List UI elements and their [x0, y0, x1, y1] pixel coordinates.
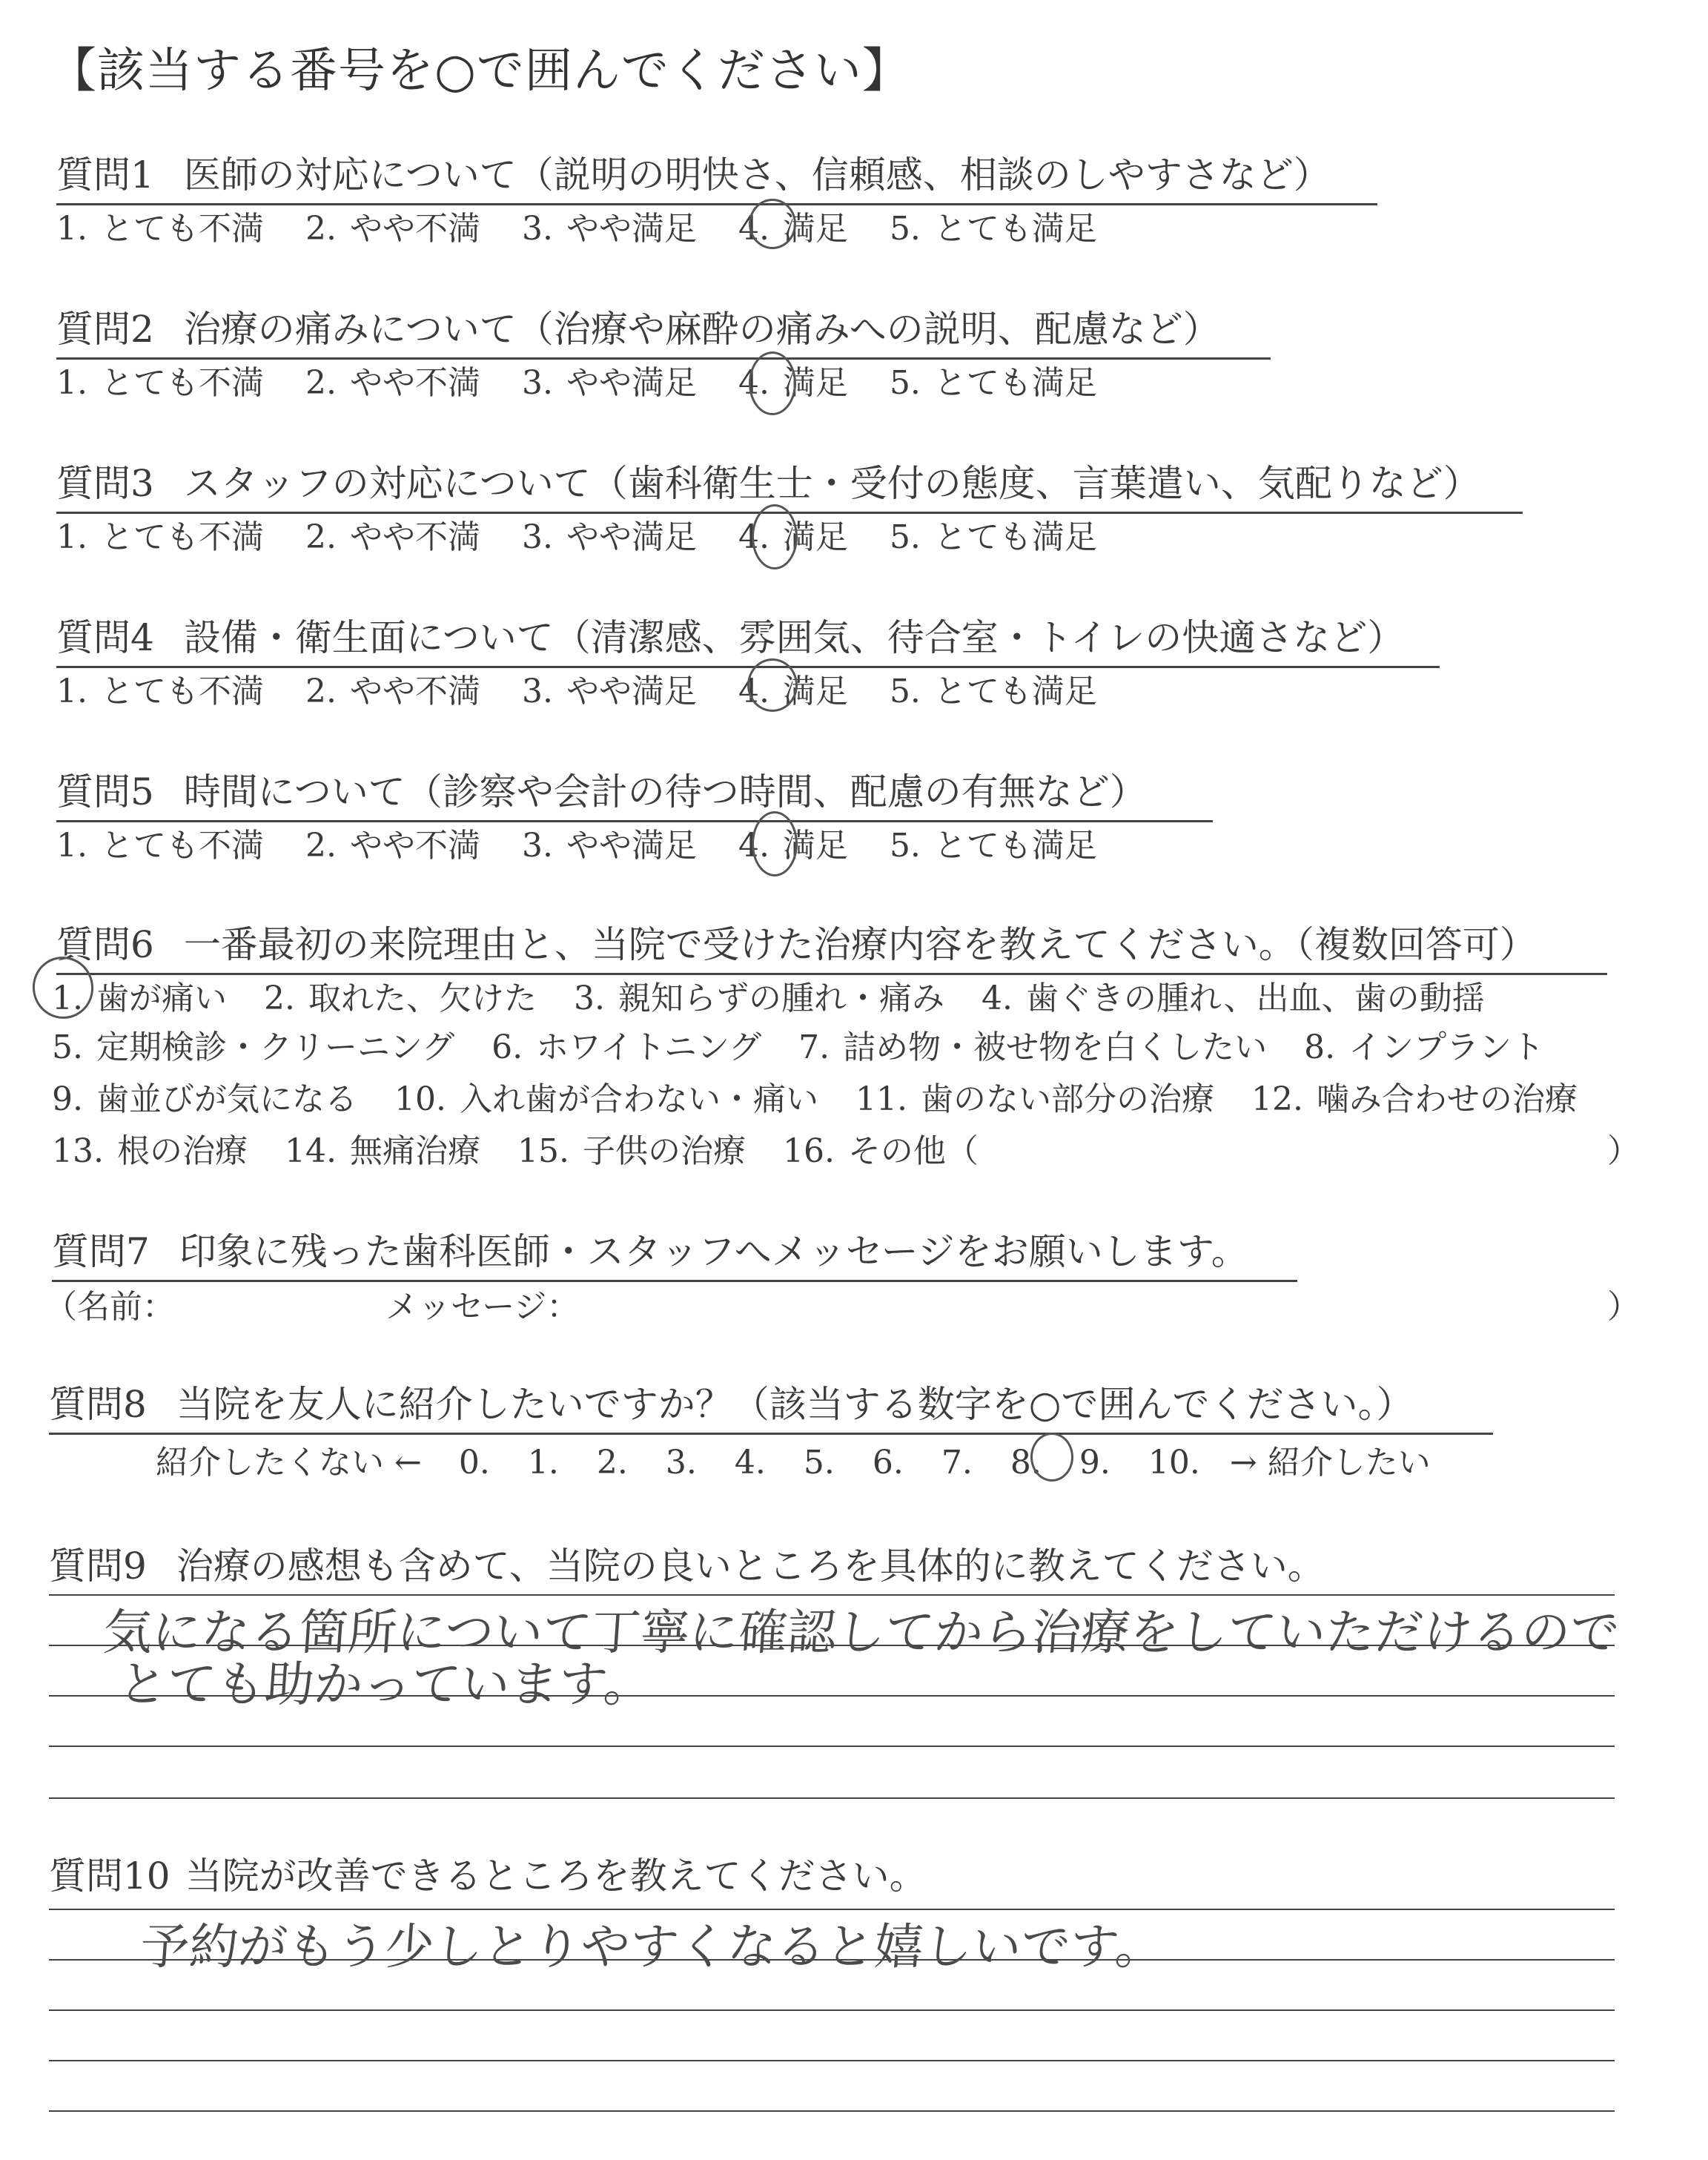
question-7-label: 質問7 [52, 1230, 150, 1273]
q1-option-1-label[interactable]: とても不満 [100, 210, 264, 248]
q6-options-row-4 [52, 1124, 979, 1172]
q5-option-2-label[interactable]: やや不満 [349, 827, 480, 865]
q6-option-11-label[interactable]: 歯のない部分の治療 [920, 1080, 1214, 1118]
q4-option-3-number[interactable]: 3. [521, 673, 553, 710]
question-6-title [56, 915, 1607, 975]
q8-selection-circle [1030, 1433, 1073, 1482]
q10-answer-line-4 [49, 2060, 1615, 2061]
q10-answer-line-5 [49, 2110, 1615, 2112]
q8-scale-6[interactable]: 6. [872, 1444, 904, 1482]
question-4-text: 設備・衛生面について（清潔感、雰囲気、待合室・トイレの快適さなど） [183, 616, 1405, 659]
q2-option-3-number[interactable]: 3. [521, 364, 553, 402]
q3-option-5-label[interactable]: とても満足 [933, 518, 1097, 556]
q6-option-5-number[interactable]: 5. [52, 1028, 83, 1066]
q4-selection-circle [747, 658, 798, 712]
question-4-options [56, 664, 1097, 712]
question-5-title [56, 762, 1213, 822]
q6-option-14-number[interactable]: 14. [284, 1132, 337, 1170]
q4-option-1-number[interactable]: 1. [56, 673, 87, 710]
q6-options-row-2 [52, 1020, 1544, 1068]
q8-scale-4[interactable]: 4. [734, 1444, 766, 1482]
q5-option-4-number[interactable]: 4. [738, 827, 769, 865]
question-1-label: 質問1 [56, 153, 154, 196]
question-7-text: 印象に残った歯科医師・スタッフへメッセージをお願いします。 [179, 1230, 1248, 1273]
question-3-label: 質問3 [56, 462, 154, 505]
question-9-title [49, 1536, 1325, 1594]
q3-option-3-number[interactable]: 3. [521, 518, 553, 556]
q8-scale-0[interactable]: 0. [458, 1444, 490, 1482]
q8-scale-2[interactable]: 2. [596, 1444, 628, 1482]
question-9-label: 質問9 [49, 1545, 147, 1588]
q1-option-3-label[interactable]: やや満足 [566, 210, 697, 248]
q4-option-4-number[interactable]: 4. [738, 673, 769, 710]
q10-answer-line-3 [49, 2009, 1615, 2011]
q1-option-4-number[interactable]: 4. [738, 210, 769, 248]
q6-option-4-number[interactable]: 4. [981, 980, 1013, 1017]
q2-option-5-label[interactable]: とても満足 [933, 364, 1097, 402]
q7-close-paren: ） [1607, 1288, 1640, 1326]
q6-option-10-number[interactable]: 10. [394, 1080, 446, 1118]
question-1-options [56, 202, 1097, 249]
q2-selection-circle [749, 351, 796, 415]
q8-scale-10[interactable]: 10. [1148, 1444, 1200, 1482]
q6-option-6-number[interactable]: 6. [491, 1028, 523, 1066]
question-6-label: 質問6 [56, 923, 154, 966]
q6-other-close-paren: ） [1607, 1132, 1640, 1170]
q4-option-5-number[interactable]: 5. [889, 673, 921, 710]
q3-option-4-number[interactable]: 4. [738, 518, 769, 556]
question-6-text: 一番最初の来院理由と、当院で受けた治療内容を教えてください。（複数回答可） [183, 923, 1537, 966]
q6-options-row-3 [52, 1072, 1578, 1120]
q2-option-4-number[interactable]: 4. [738, 364, 769, 402]
q6-option-8-label[interactable]: インプラント [1348, 1028, 1545, 1066]
question-7-title [52, 1222, 1297, 1282]
q1-option-2-number[interactable]: 2. [305, 210, 337, 248]
q8-scale [156, 1436, 1431, 1483]
q6-option-12-number[interactable]: 12. [1251, 1080, 1303, 1118]
question-2-options [56, 356, 1097, 403]
q2-option-5-number[interactable]: 5. [889, 364, 921, 402]
q6-option-7-number[interactable]: 7. [798, 1028, 830, 1066]
q5-option-5-label[interactable]: とても満足 [933, 827, 1097, 865]
q9-answer-line-5 [49, 1797, 1615, 1799]
q8-scale-8[interactable]: 8. [1010, 1444, 1042, 1482]
q4-option-1-label[interactable]: とても不満 [100, 673, 264, 710]
q2-option-2-label[interactable]: やや不満 [349, 364, 480, 402]
q6-option-11-number[interactable]: 11. [855, 1080, 907, 1118]
q8-scale-right-label: → 紹介したい [1229, 1444, 1431, 1482]
question-10-text: 当院が改善できるところを教えてください。 [185, 1855, 927, 1898]
q3-option-2-label[interactable]: やや不満 [349, 518, 480, 556]
question-3-text: スタッフの対応について（歯科衛生士・受付の態度、言葉遣い、気配りなど） [183, 462, 1480, 505]
question-5-label: 質問5 [56, 770, 154, 813]
q3-option-1-label[interactable]: とても不満 [100, 518, 264, 556]
page-header: 【該当する番号を○で囲んでください】 [49, 44, 910, 99]
question-4-label: 質問4 [56, 616, 154, 659]
q3-option-1-number[interactable]: 1. [56, 518, 87, 556]
q5-option-3-label[interactable]: やや満足 [566, 827, 697, 865]
q2-option-2-number[interactable]: 2. [305, 364, 337, 402]
q1-option-5-label[interactable]: とても満足 [933, 210, 1097, 248]
q6-option-9-label[interactable]: 歯並びが気になる [96, 1080, 357, 1118]
question-10-title [49, 1846, 927, 1904]
q1-option-4-label[interactable]: 満足 [782, 210, 848, 248]
question-9-text: 治療の感想も含めて、当院の良いところを具体的に教えてください。 [176, 1545, 1325, 1588]
q6-option-15-number[interactable]: 15. [517, 1132, 569, 1170]
q6-option-2-number[interactable]: 2. [263, 980, 295, 1017]
q4-option-3-label[interactable]: やや満足 [566, 673, 697, 710]
q6-option-12-label[interactable]: 噛み合わせの治療 [1316, 1080, 1578, 1118]
q3-option-5-number[interactable]: 5. [889, 518, 921, 556]
q5-option-5-number[interactable]: 5. [889, 827, 921, 865]
q9-handwritten-answer-line-1: 気になる箇所について丁寧に確認してから治療をしていただけるので [101, 1604, 1621, 1661]
q4-option-4-label[interactable]: 満足 [782, 673, 848, 710]
question-3-title [56, 454, 1523, 514]
question-3-options [56, 510, 1097, 558]
q8-scale-7[interactable]: 7. [941, 1444, 973, 1482]
question-2-title [56, 300, 1271, 360]
q6-option-15-label[interactable]: 子供の治療 [582, 1132, 746, 1170]
q6-option-1-number[interactable]: 1. [52, 980, 83, 1017]
q8-scale-1[interactable]: 1. [527, 1444, 559, 1482]
q6-option-13-number[interactable]: 13. [52, 1132, 104, 1170]
question-8-text: 当院を友人に紹介したいですか？（該当する数字を○で囲んでください。） [176, 1383, 1414, 1426]
q5-option-4-label[interactable]: 満足 [782, 827, 848, 865]
q8-scale-left-label: 紹介したくない ← [156, 1444, 422, 1482]
question-2-label: 質問2 [56, 308, 154, 351]
q6-option-16-number[interactable]: 16. [782, 1132, 835, 1170]
q4-option-5-label[interactable]: とても満足 [933, 673, 1097, 710]
question-5-options [56, 819, 1097, 866]
q6-option-6-label[interactable]: ホワイトニング [536, 1028, 762, 1066]
question-8-label: 質問8 [49, 1383, 147, 1426]
q1-option-2-label[interactable]: やや不満 [349, 210, 480, 248]
q6-option-7-label[interactable]: 詰め物・被せ物を白くしたい [843, 1028, 1268, 1066]
q5-option-3-number[interactable]: 3. [521, 827, 553, 865]
q5-option-1-number[interactable]: 1. [56, 827, 87, 865]
q6-option-3-label[interactable]: 親知らずの腫れ・痛み [618, 980, 944, 1017]
q1-option-1-number[interactable]: 1. [56, 210, 87, 248]
q5-option-2-number[interactable]: 2. [305, 827, 337, 865]
q6-option-4-label[interactable]: 歯ぐきの腫れ、出血、歯の動揺 [1025, 980, 1485, 1017]
question-1-title [56, 145, 1377, 205]
q1-selection-circle [749, 199, 796, 249]
q6-option-5-label[interactable]: 定期検診・クリーニング [96, 1028, 455, 1066]
q6-option-14-label[interactable]: 無痛治療 [349, 1132, 480, 1170]
q4-option-2-number[interactable]: 2. [305, 673, 337, 710]
q3-option-4-label[interactable]: 満足 [782, 518, 848, 556]
q8-scale-3[interactable]: 3. [665, 1444, 697, 1482]
q2-option-3-label[interactable]: やや満足 [566, 364, 697, 402]
q1-option-5-number[interactable]: 5. [889, 210, 921, 248]
question-1-text: 医師の対応について（説明の明快さ、信頼感、相談のしやすさなど） [183, 153, 1331, 196]
q3-option-3-label[interactable]: やや満足 [566, 518, 697, 556]
q8-scale-9[interactable]: 9. [1079, 1444, 1110, 1482]
q3-selection-circle [752, 504, 798, 569]
q6-option-10-label[interactable]: 入れ歯が合わない・痛い [459, 1080, 818, 1118]
q6-option-1-label[interactable]: 歯が痛い [96, 980, 227, 1017]
q6-option-3-number[interactable]: 3. [573, 980, 605, 1017]
q2-option-4-label[interactable]: 満足 [782, 364, 848, 402]
q2-option-1-number[interactable]: 1. [56, 364, 87, 402]
q7-message-label: メッセージ： [385, 1288, 580, 1326]
q10-handwritten-answer-line-1: 予約がもう少しとりやすくなると嬉しいです。 [138, 1918, 1167, 1975]
q6-option-2-label[interactable]: 取れた、欠けた [308, 980, 537, 1017]
q3-option-2-number[interactable]: 2. [305, 518, 337, 556]
q7-name-label: （名前： [44, 1288, 175, 1326]
q6-option-9-number[interactable]: 9. [52, 1080, 83, 1118]
question-8-title [49, 1375, 1493, 1435]
question-5-text: 時間について（診察や会計の待つ時間、配慮の有無など） [183, 770, 1147, 813]
q8-scale-5[interactable]: 5. [803, 1444, 835, 1482]
question-4-title [56, 608, 1440, 668]
q6-option-13-label[interactable]: 根の治療 [116, 1132, 248, 1170]
q9-answer-line-4 [49, 1745, 1615, 1747]
q9-handwritten-answer-line-2: とても助かっています。 [116, 1656, 655, 1713]
q6-options-row-1 [52, 971, 1485, 1019]
q6-option-8-number[interactable]: 8. [1304, 1028, 1336, 1066]
question-2-text: 治療の痛みについて（治療や麻酔の痛みへの説明、配慮など） [183, 308, 1220, 351]
q4-option-2-label[interactable]: やや不満 [349, 673, 480, 710]
q2-option-1-label[interactable]: とても不満 [100, 364, 264, 402]
q5-selection-circle [752, 811, 798, 876]
q6-option-16-label[interactable]: その他（ [847, 1132, 979, 1170]
question-10-label: 質問10 [49, 1855, 171, 1898]
q5-option-1-label[interactable]: とても不満 [100, 827, 264, 865]
q1-option-3-number[interactable]: 3. [521, 210, 553, 248]
